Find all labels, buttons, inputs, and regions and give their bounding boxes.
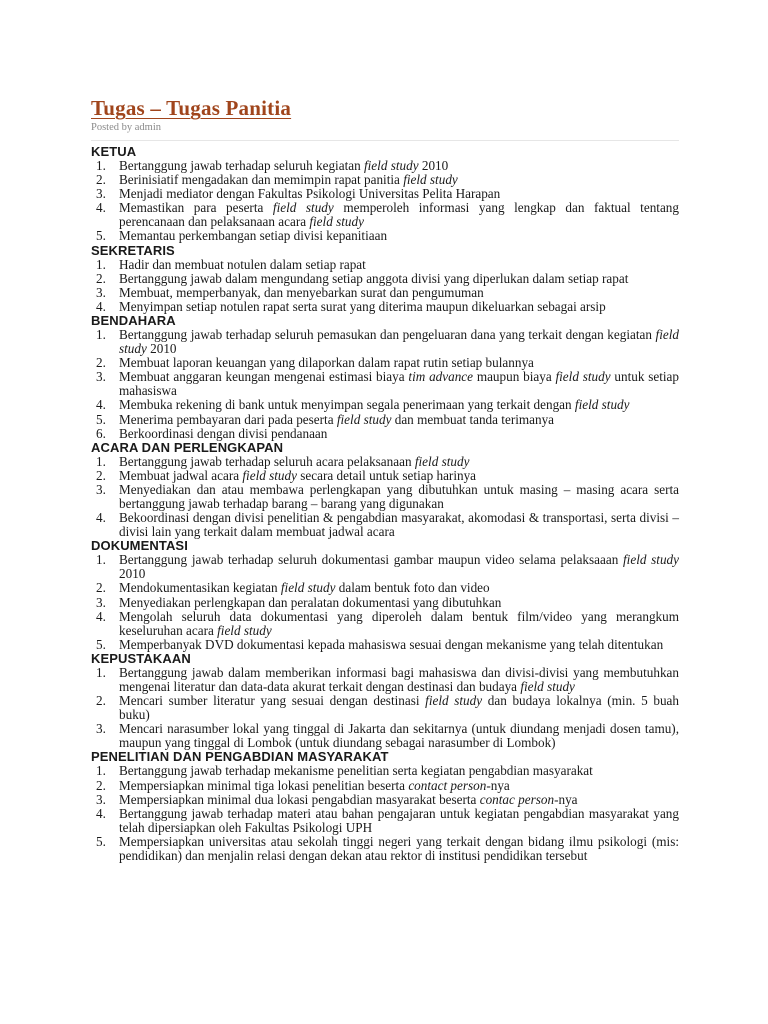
emphasis-text: field study (309, 214, 364, 230)
list-item-number: 1. (96, 552, 106, 568)
section-list (91, 553, 679, 652)
list-item-number: 3. (96, 186, 106, 202)
item-text: Menyediakan perlengkapan dan peralatan dokumentasi yang dibutuhkan (119, 594, 502, 610)
item-text: Bertanggung jawab terhadap seluruh dokumentasi gambar maupun video selama pelaksaaan (119, 552, 624, 568)
item-text: Membuat anggaran keungan mengenai estimasi biaya (119, 369, 409, 385)
item-text: Menyimpan setiap notulen rapat serta surat yang diterima maupun dikeluarkan sebagai arsip (119, 298, 606, 314)
emphasis-text: contact person (408, 777, 487, 793)
item-text: Bertanggung jawab dalam mengundang setiap anggota divisi yang diperlukan dalam setiap rapat (119, 270, 629, 286)
section-heading: DOKUMENTASI (91, 538, 188, 554)
item-text: Bertanggung jawab terhadap materi atau bahan pengajaran untuk kegiatan pengabdian masyarakat yang telah dipersiapkan oleh Fakultas Psikologi UPH (119, 805, 679, 835)
section-list (91, 159, 679, 244)
emphasis-text: field study (242, 467, 297, 483)
item-text: memperoleh informasi yang lengkap dan faktual tentang perencanaan dan pelaksanaan acara (119, 200, 679, 230)
item-text: Mempersiapkan minimal dua lokasi pengabdian masyarakat beserta (119, 791, 480, 807)
list-item-number: 3. (96, 481, 106, 497)
emphasis-text: field study (403, 172, 458, 188)
item-text: Menyediakan dan atau membawa perlengkapan yang dibutuhkan untuk masing – masing acara serta bertanggung jawab terhadap barang – barang yang digunakan (119, 481, 679, 511)
list-item-number: 4. (96, 805, 106, 821)
item-text: Memantau perkembangan setiap divisi kepanitiaan (119, 228, 388, 244)
item-text: Mengolah seluruh data dokumentasi yang diperoleh dalam bentuk film/video yang merangkum keseluruhan acara (119, 608, 679, 638)
emphasis-text: field study (119, 326, 679, 357)
list-item-number: 2. (96, 355, 106, 371)
section-heading: PENELITIAN DAN PENGABDIAN MASYARAKAT (91, 749, 389, 765)
item-text: dan membuat tanda terimanya (391, 411, 555, 427)
list-item (91, 258, 679, 272)
list-item-number: 2. (96, 693, 106, 709)
list-item (91, 300, 679, 314)
item-text: Berkoordinasi dengan divisi pendanaan (119, 425, 328, 441)
emphasis-text: field study (336, 411, 392, 427)
list-item (91, 553, 679, 581)
item-text: 2010 (418, 158, 449, 173)
page-title[interactable]: Tugas – Tugas Panitia (91, 96, 292, 120)
item-text: Membuat jadwal acara (119, 467, 243, 483)
list-item-number: 5. (96, 228, 106, 244)
list-item (91, 666, 679, 694)
list-item (91, 638, 679, 652)
document-page (91, 95, 679, 863)
list-item-number: 4. (96, 510, 106, 526)
list-item-number: 5. (96, 411, 106, 427)
item-text: Menerima pembayaran dari pada peserta (119, 411, 337, 427)
list-item-number: 1. (96, 326, 106, 342)
item-text: Hadir dan membuat notulen dalam setiap rapat (119, 256, 366, 272)
item-text: Mempersiapkan universitas atau sekolah tinggi negeri yang terkait dengan bidang ilmu psikologi (mis: pendidikan) dan menjalin relasi dengan dekan atau rektor di institusi pendidikan tersebut (119, 833, 679, 864)
section-heading: KETUA (91, 144, 137, 159)
emphasis-text: field study (414, 453, 470, 469)
section-list (91, 666, 679, 751)
list-item-number: 4. (96, 397, 106, 413)
list-item-number: 2. (96, 580, 106, 596)
item-text: Bertanggung jawab terhadap seluruh kegiatan (119, 158, 364, 173)
item-text: secara detail untuk setiap harinya (296, 467, 477, 483)
emphasis-text: field study (555, 369, 611, 385)
emphasis-text: field study (425, 693, 483, 709)
item-text: Bekoordinasi dengan divisi penelitian & pengabdian masyarakat, akomodasi & transportasi, serta divisi – divisi lain yang terkait dalam membuat jadwal acara (119, 510, 679, 540)
item-text: untuk setiap mahasiswa (119, 369, 679, 399)
emphasis-text: field study (574, 397, 630, 413)
list-item (91, 596, 679, 610)
list-item (91, 286, 679, 300)
emphasis-text: field study (272, 200, 334, 216)
item-text: Mendokumentasikan kegiatan (119, 580, 281, 596)
item-text: Memperbanyak DVD dokumentasi kepada mahasiswa sesuai dengan mekanisme yang telah ditentukan (119, 636, 664, 652)
item-text: dalam bentuk foto dan video (335, 580, 490, 596)
emphasis-text: field study (623, 552, 679, 568)
list-item (91, 469, 679, 483)
item-text: Membuka rekening di bank untuk menyimpan segala penerimaan yang terkait dengan (119, 397, 575, 413)
list-item (91, 427, 679, 441)
list-item (91, 610, 679, 638)
list-item-number: 1. (96, 256, 106, 272)
list-item-number: 2. (96, 270, 106, 286)
list-item-number: 1. (96, 158, 106, 173)
list-item (91, 370, 679, 398)
emphasis-text: field study (217, 622, 272, 638)
list-item (91, 173, 679, 187)
section-heading: BENDAHARA (91, 312, 176, 328)
item-text: Mempersiapkan minimal tiga lokasi penelitian beserta (119, 777, 409, 793)
item-text: dan budaya lokalnya (min. 5 buah buku) (119, 693, 679, 723)
emphasis-text: tim advance (408, 369, 474, 385)
emphasis-text: contac person (479, 791, 555, 807)
item-text: Mencari narasumber lokal yang tinggal di Jakarta dan sekitarnya (untuk diundang menjadi dosen tamu), maupun yang tinggal di Lombok (untuk diundang sebagai narasumber di Lombok) (119, 721, 679, 751)
list-item (91, 229, 679, 243)
list-item (91, 187, 679, 201)
list-item (91, 694, 679, 722)
item-text: Mencari sumber literatur yang sesuai dengan destinasi (119, 693, 426, 709)
emphasis-text: field study (363, 158, 419, 173)
list-item (91, 413, 679, 427)
list-item-number: 5. (96, 636, 106, 652)
list-item-number: 1. (96, 664, 106, 680)
list-item-number: 4. (96, 608, 106, 624)
list-item-number: 3. (96, 369, 106, 385)
list-item (91, 807, 679, 835)
list-item (91, 835, 679, 863)
list-item (91, 328, 679, 356)
list-item (91, 722, 679, 750)
list-item (91, 779, 679, 793)
item-text: 2010 (119, 566, 146, 582)
list-item-number: 3. (96, 284, 106, 300)
section-list (91, 455, 679, 540)
section-list (91, 258, 679, 314)
list-item-number: 5. (96, 833, 106, 849)
list-item (91, 511, 679, 539)
list-item-number: 6. (96, 425, 106, 441)
item-text: Memastikan para peserta (119, 200, 273, 216)
list-item (91, 581, 679, 595)
list-item (91, 272, 679, 286)
item-text: Berinisiatif mengadakan dan memimpin rapat panitia (119, 172, 404, 188)
item-text: 2010 (146, 341, 177, 357)
item-text: Bertanggung jawab dalam memberikan informasi bagi mahasiswa dan divisi-divisi yang membutuhkan mengenai literatur dan data-data akurat terkait dengan destinasi dan budaya (119, 664, 679, 694)
list-item-number: 4. (96, 298, 106, 314)
divider (91, 140, 679, 141)
section-heading: ACARA DAN PERLENGKAPAN (91, 439, 284, 455)
list-item-number: 1. (96, 763, 106, 779)
sections-container (91, 145, 679, 863)
item-text: Bertanggung jawab terhadap mekanisme penelitian serta kegiatan pengabdian masyarakat (119, 763, 593, 779)
emphasis-text: field study (280, 580, 336, 596)
list-item (91, 455, 679, 469)
list-item (91, 159, 679, 173)
list-item (91, 793, 679, 807)
list-item (91, 201, 679, 229)
item-text: Bertanggung jawab terhadap seluruh acara pelaksanaan (119, 453, 415, 469)
list-item-number: 1. (96, 453, 106, 469)
list-item-number: 2. (96, 467, 106, 483)
item-text: maupun biaya (473, 369, 556, 385)
list-item-number: 4. (96, 200, 106, 216)
list-item-number: 3. (96, 791, 106, 807)
item-text: Menjadi mediator dengan Fakultas Psikologi Universitas Pelita Harapan (119, 186, 501, 202)
item-text: Membuat laporan keuangan yang dilaporkan dalam rapat rutin setiap bulannya (119, 355, 534, 371)
section-heading: KEPUSTAKAAN (91, 650, 191, 666)
list-item (91, 398, 679, 412)
item-text: -nya (554, 791, 578, 807)
list-item-number: 2. (96, 777, 106, 793)
list-item (91, 356, 679, 370)
emphasis-text: field study (520, 679, 575, 694)
section-list (91, 328, 679, 441)
section-list (91, 764, 679, 863)
item-text: Membuat, memperbanyak, dan menyebarkan surat dan pengumuman (119, 284, 484, 300)
list-item-number: 3. (96, 721, 106, 737)
posted-by: Posted by admin (91, 122, 161, 133)
item-text: -nya (486, 777, 510, 793)
list-item-number: 3. (96, 594, 106, 610)
list-item (91, 483, 679, 511)
list-item (91, 764, 679, 778)
section-heading: SEKRETARIS (91, 242, 175, 258)
list-item-number: 2. (96, 172, 106, 188)
item-text: Bertanggung jawab terhadap seluruh pemasukan dan pengeluaran dana yang terkait dengan kegiatan (119, 326, 656, 342)
